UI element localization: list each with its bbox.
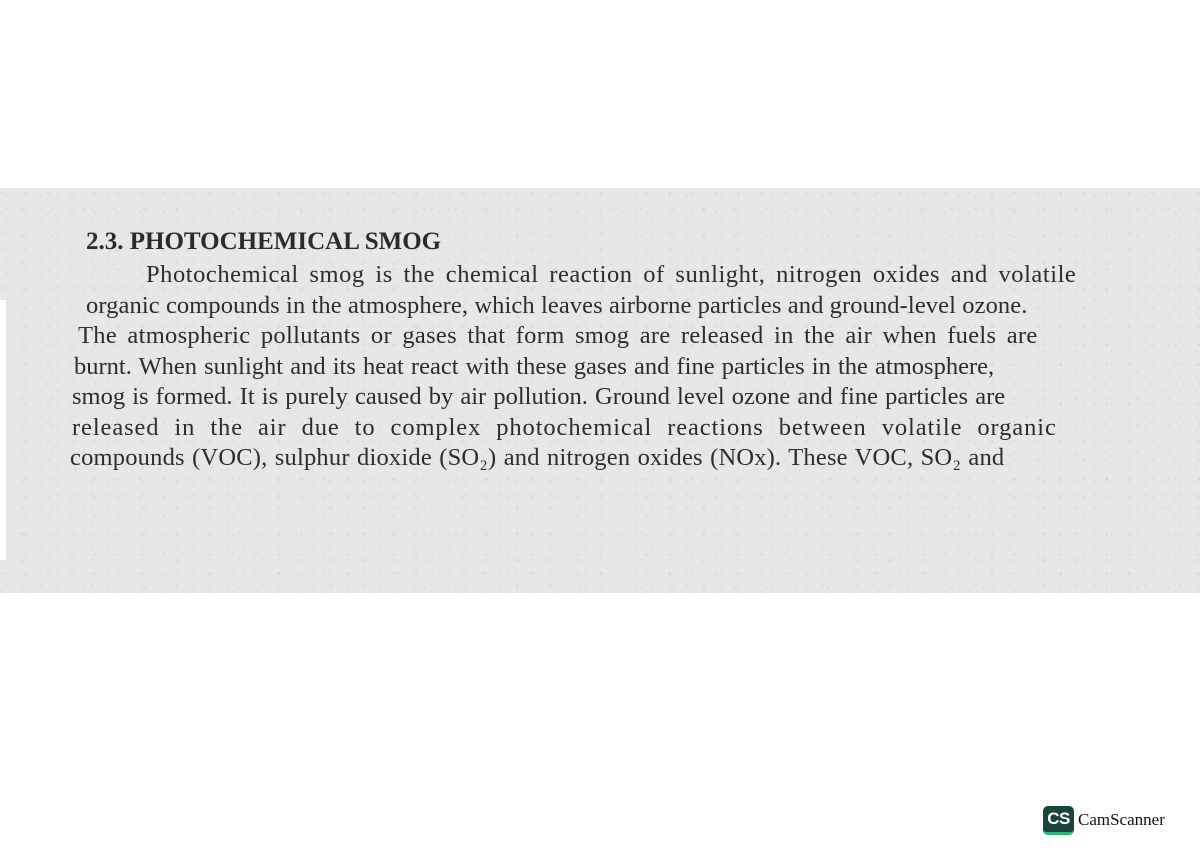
paragraph-line: burnt. When sunlight and its heat react with these gases and fine particles in the atmosphere, xyxy=(74,352,995,380)
paragraph-line: released in the air due to complex photochemical reactions between volatile organic xyxy=(72,413,1057,441)
page-edge-strip xyxy=(0,300,6,560)
camscanner-logo-icon: CS xyxy=(1043,806,1074,835)
paragraph-line: organic compounds in the atmosphere, which leaves airborne particles and ground-level ozone. xyxy=(86,291,1028,319)
section-heading: 2.3. PHOTOCHEMICAL SMOG xyxy=(86,228,442,255)
paragraph-line: smog is formed. It is purely caused by air pollution. Ground level ozone and fine particles are xyxy=(72,383,1006,410)
paragraph xyxy=(70,260,1200,474)
camscanner-watermark xyxy=(1043,805,1165,835)
scanned-page xyxy=(0,188,1200,593)
camscanner-name: CamScanner xyxy=(1078,810,1165,829)
paragraph-line: compounds (VOC), sulphur dioxide (SO₂) and nitrogen oxides (NOx). These VOC, SO₂ and xyxy=(70,444,1005,471)
paragraph-line: Photochemical smog is the chemical reaction of sunlight, nitrogen oxides and volatile xyxy=(146,261,1077,288)
paragraph-line: The atmospheric pollutants or gases that form smog are released in the air when fuels are xyxy=(78,322,1038,349)
